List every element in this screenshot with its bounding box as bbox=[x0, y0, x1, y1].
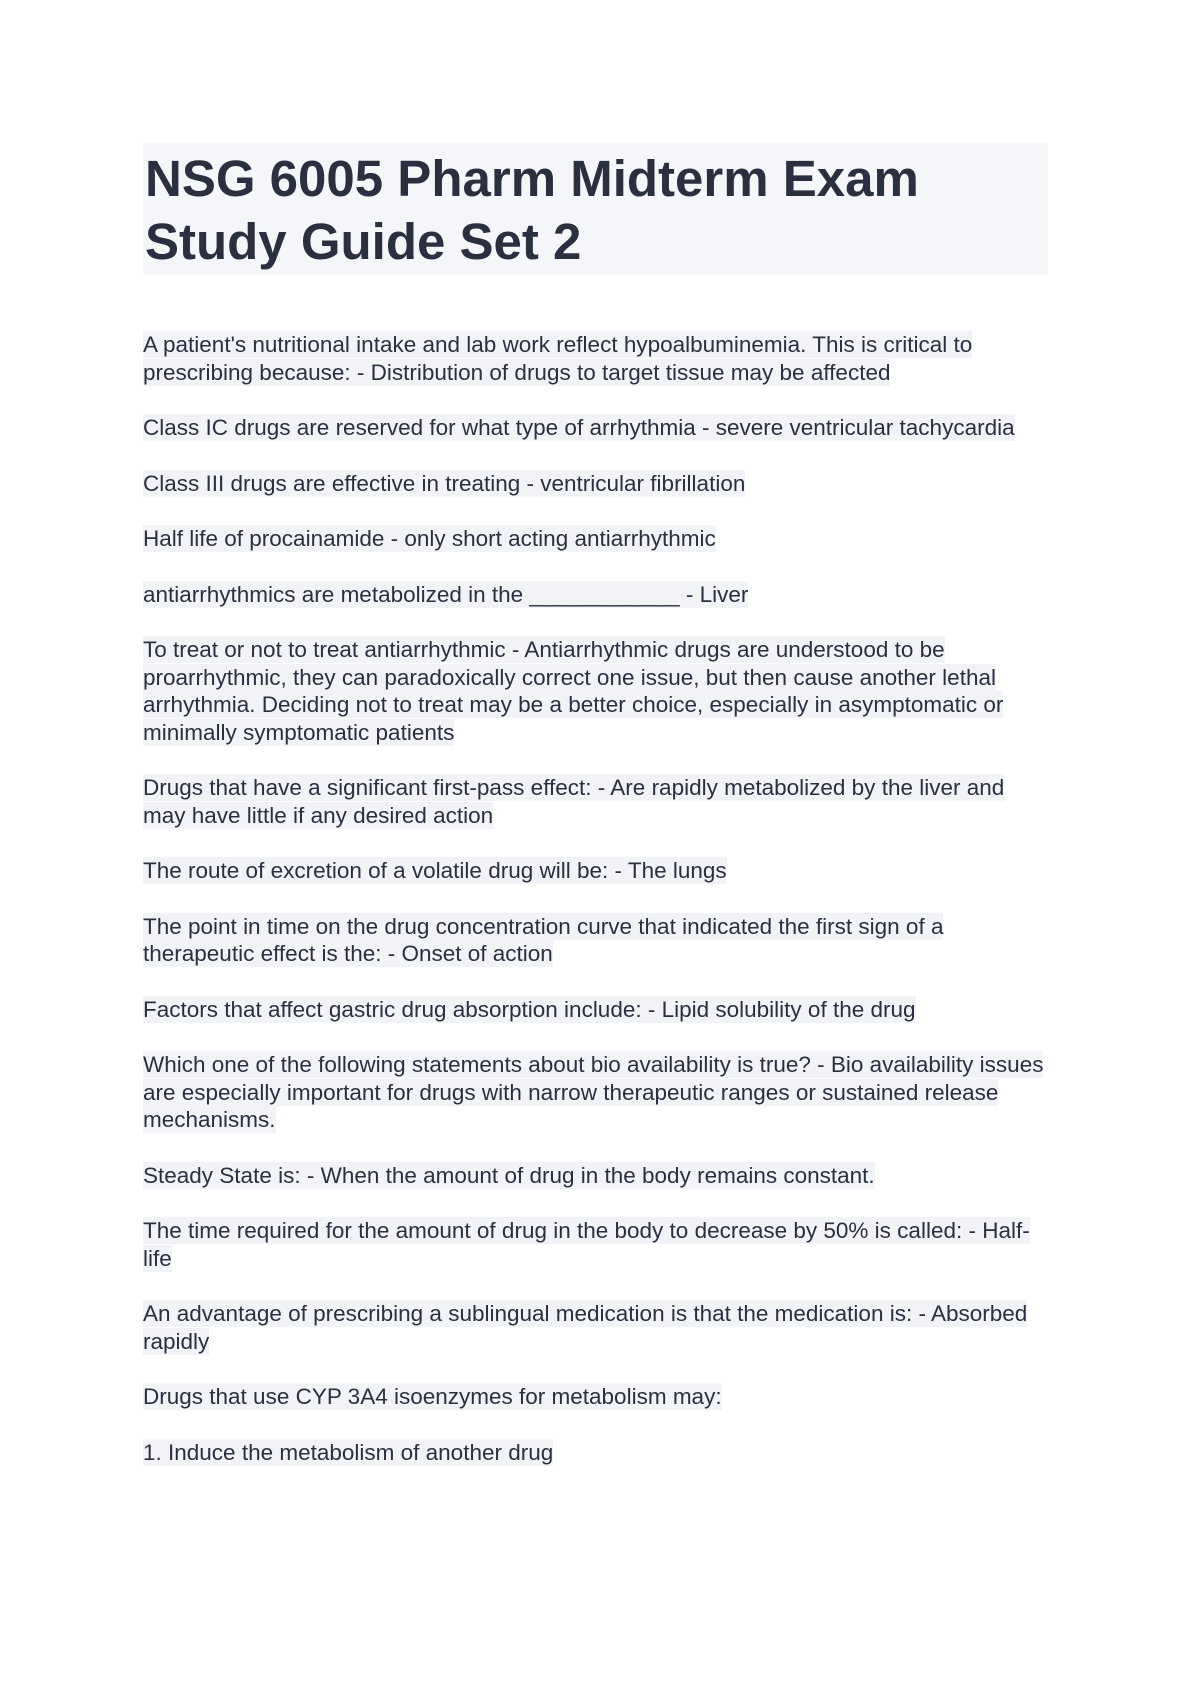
qa-item bbox=[143, 1383, 1048, 1411]
qa-item-text: Half life of procainamide - only short acting antiarrhythmic bbox=[143, 526, 716, 551]
qa-item-text: antiarrhythmics are metabolized in the ____________ - Liver bbox=[143, 581, 749, 607]
qa-item-text: Drugs that use CYP 3A4 isoenzymes for metabolism may: bbox=[143, 1384, 722, 1409]
qa-item-text: The route of excretion of a volatile drug will be: - The lungs bbox=[143, 858, 727, 883]
qa-item-text: Which one of the following statements about bio availability is true? - Bio availability issues are especially important for drugs with narrow therapeutic ranges or sustained release mechanisms. bbox=[143, 1052, 1044, 1132]
qa-list bbox=[143, 331, 1048, 1466]
qa-item-text: To treat or not to treat antiarrhythmic - Antiarrhythmic drugs are understood to be proarrhythmic, they can paradoxically correct one issue, but then cause another lethal arrhythmia. Deciding not to treat may be a better choice, especially in asymptomatic or minimally symptomatic patients bbox=[143, 637, 1004, 745]
qa-item bbox=[143, 996, 1048, 1024]
qa-item-text: Class IC drugs are reserved for what type of arrhythmia - severe ventricular tachycardia bbox=[143, 415, 1015, 440]
qa-item bbox=[143, 1051, 1048, 1134]
qa-item bbox=[143, 913, 1048, 968]
qa-item-text: The point in time on the drug concentration curve that indicated the first sign of a therapeutic effect is the: - Onset of action bbox=[143, 913, 944, 966]
qa-item-text: Factors that affect gastric drug absorption include: - Lipid solubility of the drug bbox=[143, 996, 916, 1022]
qa-item bbox=[143, 1217, 1048, 1272]
title-box bbox=[143, 143, 1048, 275]
qa-item bbox=[143, 331, 1048, 386]
qa-item-text: Steady State is: - When the amount of drug in the body remains constant. bbox=[143, 1162, 875, 1188]
qa-item bbox=[143, 1439, 1048, 1467]
qa-item-text: Drugs that have a significant first-pass effect: - Are rapidly metabolized by the liver and may have little if any desired action bbox=[143, 775, 1005, 828]
qa-item bbox=[143, 414, 1048, 442]
qa-item bbox=[143, 857, 1048, 885]
qa-item-text: A patient's nutritional intake and lab work reflect hypoalbuminemia. This is critical to prescribing because: - Distribution of drugs to target tissue may be affected bbox=[143, 332, 973, 385]
qa-item-text: 1. Induce the metabolism of another drug bbox=[143, 1439, 554, 1465]
qa-item bbox=[143, 581, 1048, 609]
qa-item-text: The time required for the amount of drug in the body to decrease by 50% is called: - Half-life bbox=[143, 1218, 1030, 1271]
page-title: NSG 6005 Pharm Midterm Exam Study Guide Set 2 bbox=[145, 150, 919, 270]
qa-item bbox=[143, 636, 1048, 746]
qa-item bbox=[143, 525, 1048, 553]
qa-item-text: Class III drugs are effective in treating - ventricular fibrillation bbox=[143, 470, 746, 496]
qa-item bbox=[143, 470, 1048, 498]
qa-item bbox=[143, 1162, 1048, 1190]
qa-item-text: An advantage of prescribing a sublingual medication is that the medication is: - Absorbed rapidly bbox=[143, 1301, 1028, 1354]
qa-item bbox=[143, 1300, 1048, 1355]
qa-item bbox=[143, 774, 1048, 829]
document-page bbox=[143, 143, 1048, 1494]
